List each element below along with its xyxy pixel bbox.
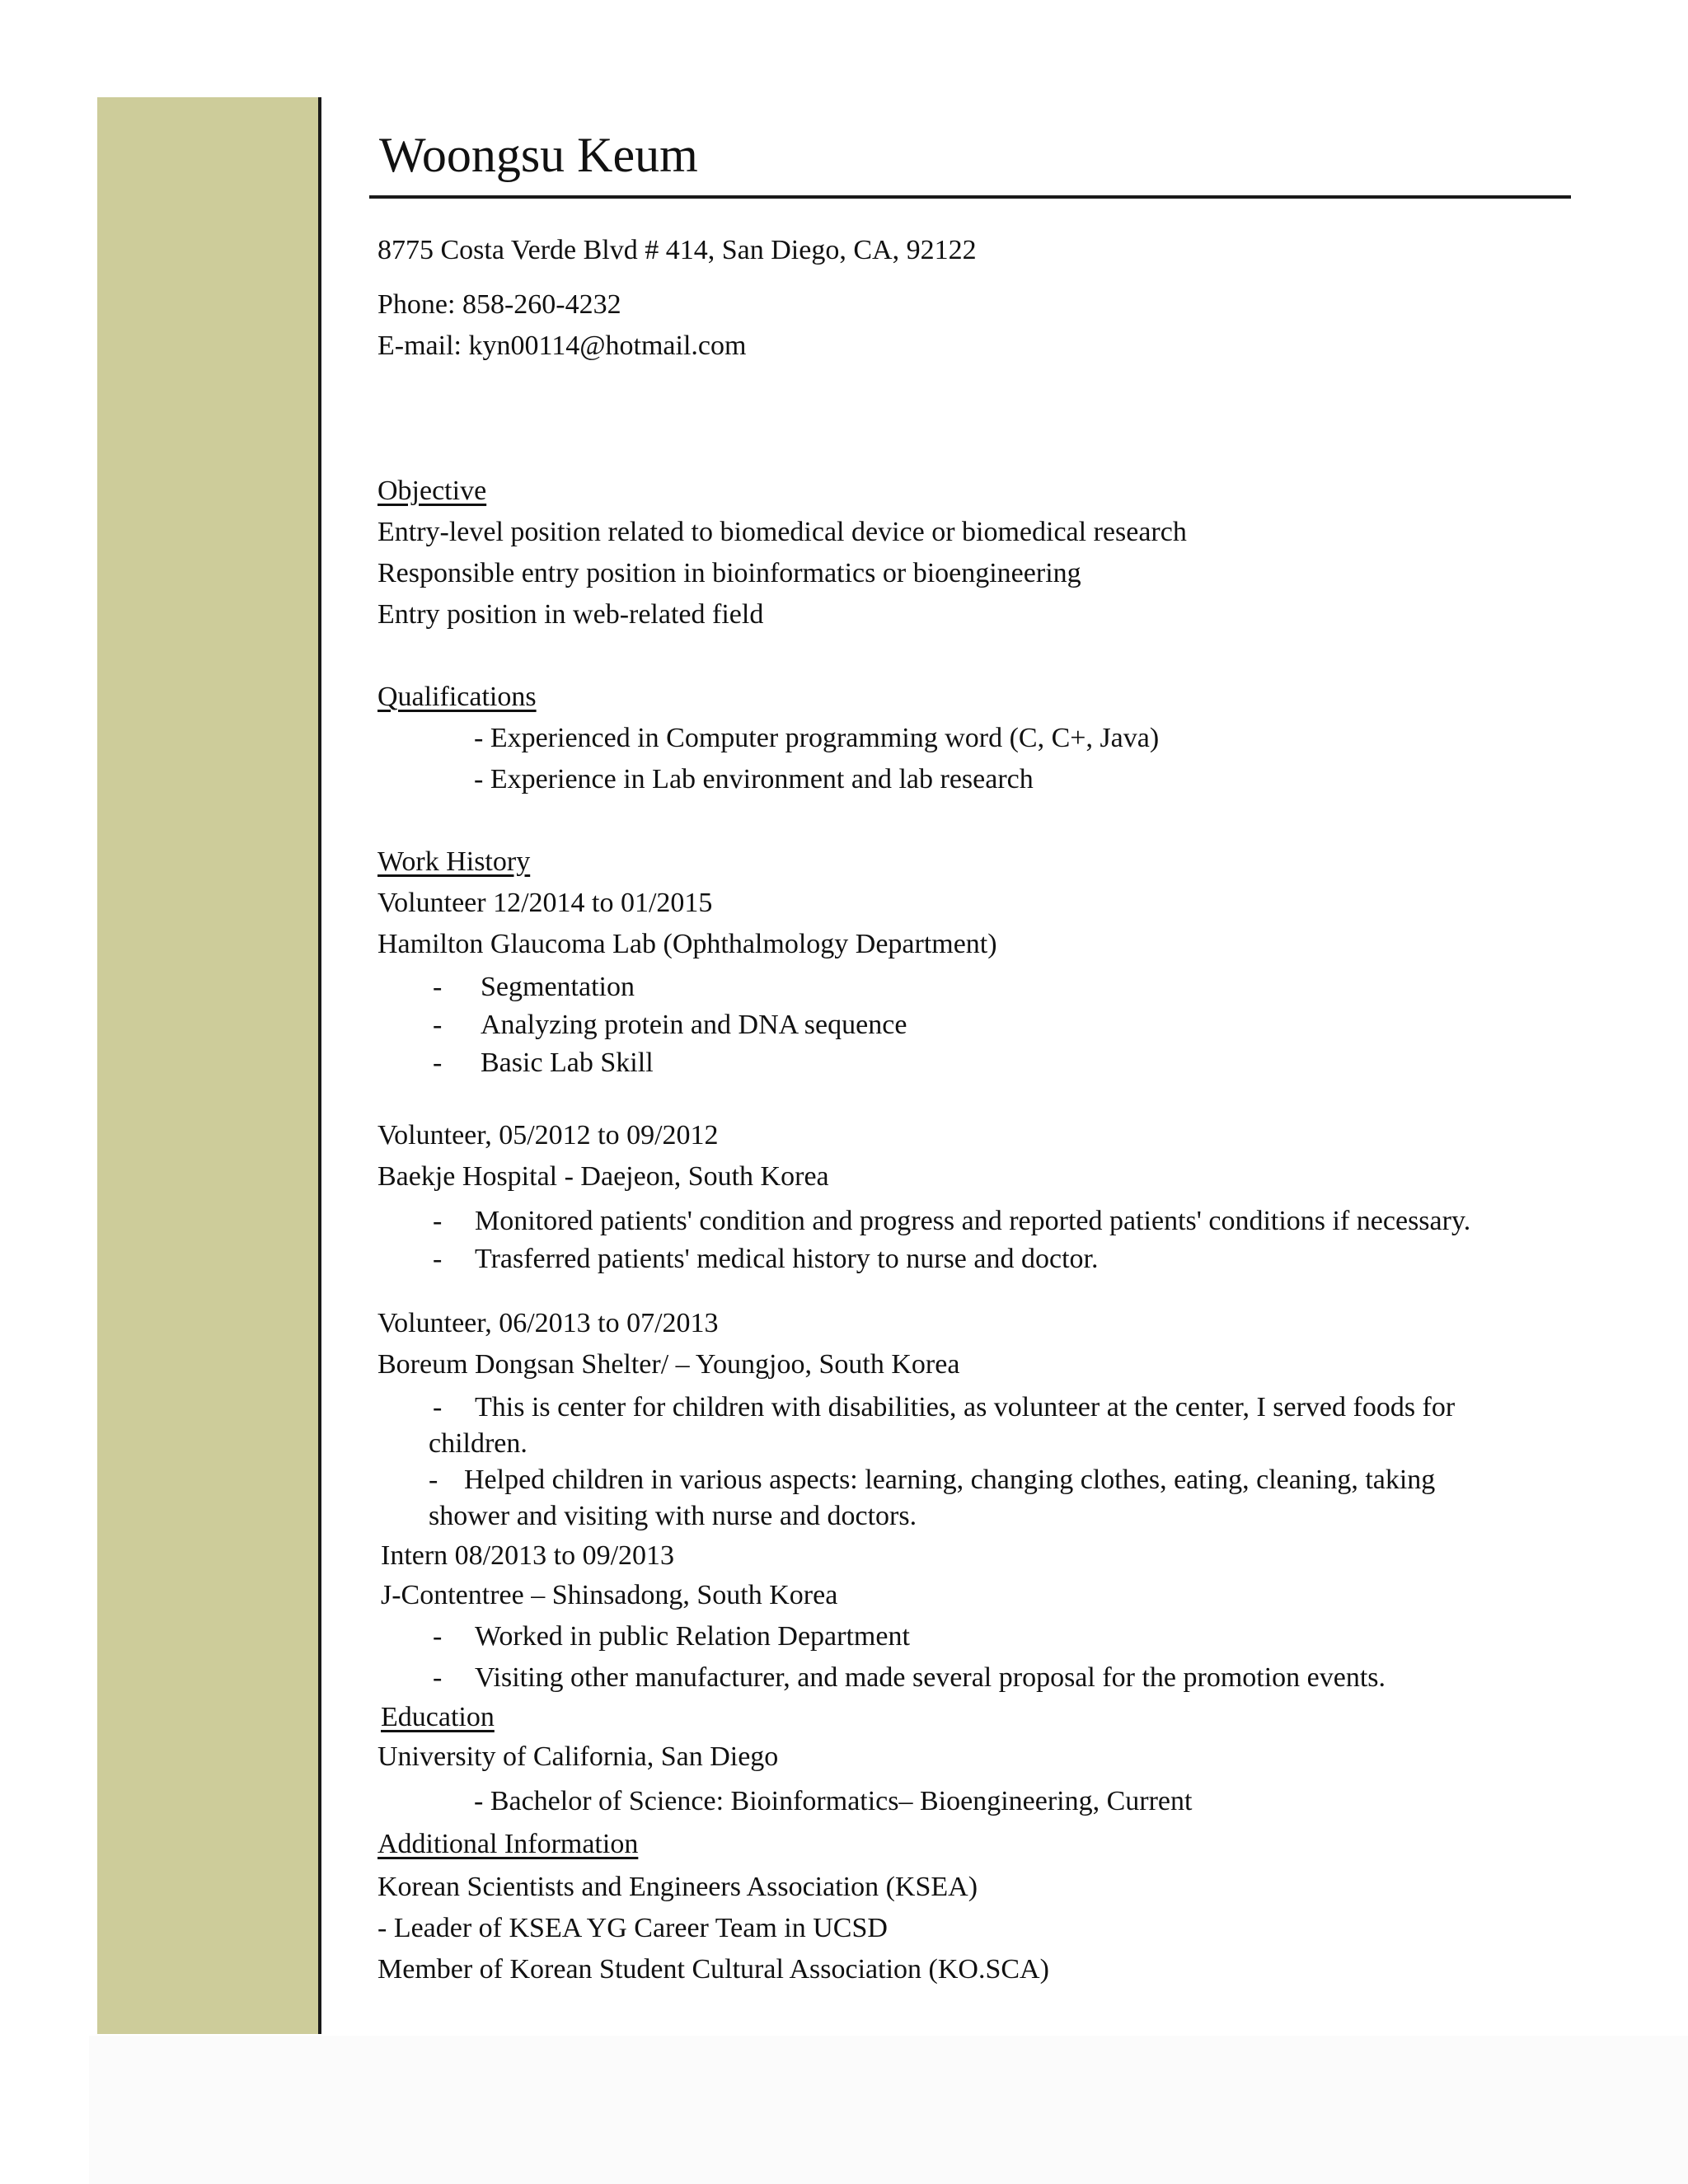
job-org: J-Contentree – Shinsadong, South Korea — [381, 1580, 838, 1610]
sidebar-divider — [318, 97, 321, 2034]
job-bullet: Analyzing protein and DNA sequence — [481, 1010, 907, 1040]
sidebar-color-band — [97, 97, 320, 2034]
job-bullet: Worked in public Relation Department — [475, 1621, 910, 1652]
qualifications-heading: Qualifications — [377, 682, 537, 712]
bullet-dash: - — [433, 1047, 443, 1078]
objective-heading: Objective — [377, 476, 487, 506]
education-degree: - Bachelor of Science: Bioinformatics– Bioengineering, Current — [474, 1786, 1193, 1816]
resume-name: Woongsu Keum — [379, 128, 698, 182]
job-bullet: Segmentation — [481, 972, 635, 1002]
bullet-dash: - — [433, 1244, 443, 1274]
name-divider — [369, 195, 1571, 199]
objective-line: Entry-level position related to biomedical device or biomedical research — [377, 517, 1187, 547]
page-bottom-margin — [89, 2036, 1688, 2184]
objective-line: Responsible entry position in bioinformatics or bioengineering — [377, 558, 1081, 588]
job-bullet-continuation: shower and visiting with nurse and doctors. — [429, 1501, 917, 1531]
qualification-item: - Experience in Lab environment and lab research — [474, 764, 1034, 794]
phone: Phone: 858-260-4232 — [377, 289, 621, 320]
job-bullet: Basic Lab Skill — [481, 1047, 654, 1078]
job-title: Intern 08/2013 to 09/2013 — [381, 1540, 675, 1571]
bullet-dash: - — [433, 1206, 443, 1236]
bullet-dash: - — [433, 1662, 443, 1693]
job-org: Boreum Dongsan Shelter/ – Youngjoo, South Korea — [377, 1349, 960, 1380]
bullet-dash: - — [433, 1392, 443, 1422]
job-org: Baekje Hospital - Daejeon, South Korea — [377, 1161, 829, 1192]
education-school: University of California, San Diego — [377, 1741, 779, 1772]
job-bullet-continuation: children. — [429, 1428, 528, 1459]
job-title: Volunteer, 05/2012 to 09/2012 — [377, 1120, 719, 1151]
email: E-mail: kyn00114@hotmail.com — [377, 330, 747, 361]
job-title: Volunteer 12/2014 to 01/2015 — [377, 888, 713, 918]
bullet-dash: - — [433, 972, 443, 1002]
job-bullet: Helped children in various aspects: learning, changing clothes, eating, cleaning, taking — [464, 1465, 1436, 1495]
job-bullet: Visiting other manufacturer, and made several proposal for the promotion events. — [475, 1662, 1386, 1693]
job-bullet: This is center for children with disabilities, as volunteer at the center, I served foods for — [475, 1392, 1456, 1422]
additional-line: Korean Scientists and Engineers Association (KSEA) — [377, 1872, 978, 1902]
education-heading: Education — [381, 1702, 495, 1732]
job-bullet: Trasferred patients' medical history to nurse and doctor. — [475, 1244, 1099, 1274]
job-org: Hamilton Glaucoma Lab (Ophthalmology Department) — [377, 929, 997, 959]
address: 8775 Costa Verde Blvd # 414, San Diego, CA, 92122 — [377, 235, 977, 265]
job-title: Volunteer, 06/2013 to 07/2013 — [377, 1308, 719, 1338]
objective-line: Entry position in web-related field — [377, 599, 764, 630]
bullet-dash: - — [429, 1465, 438, 1495]
work-history-heading: Work History — [377, 846, 531, 877]
qualification-item: - Experienced in Computer programming word (C, C+, Java) — [474, 723, 1160, 753]
additional-line: Member of Korean Student Cultural Association (KO.SCA) — [377, 1954, 1049, 1985]
additional-line: - Leader of KSEA YG Career Team in UCSD — [377, 1913, 888, 1943]
bullet-dash: - — [433, 1010, 443, 1040]
job-bullet: Monitored patients' condition and progress and reported patients' conditions if necessary. — [475, 1206, 1471, 1236]
additional-info-heading: Additional Information — [377, 1829, 639, 1859]
bullet-dash: - — [433, 1621, 443, 1652]
